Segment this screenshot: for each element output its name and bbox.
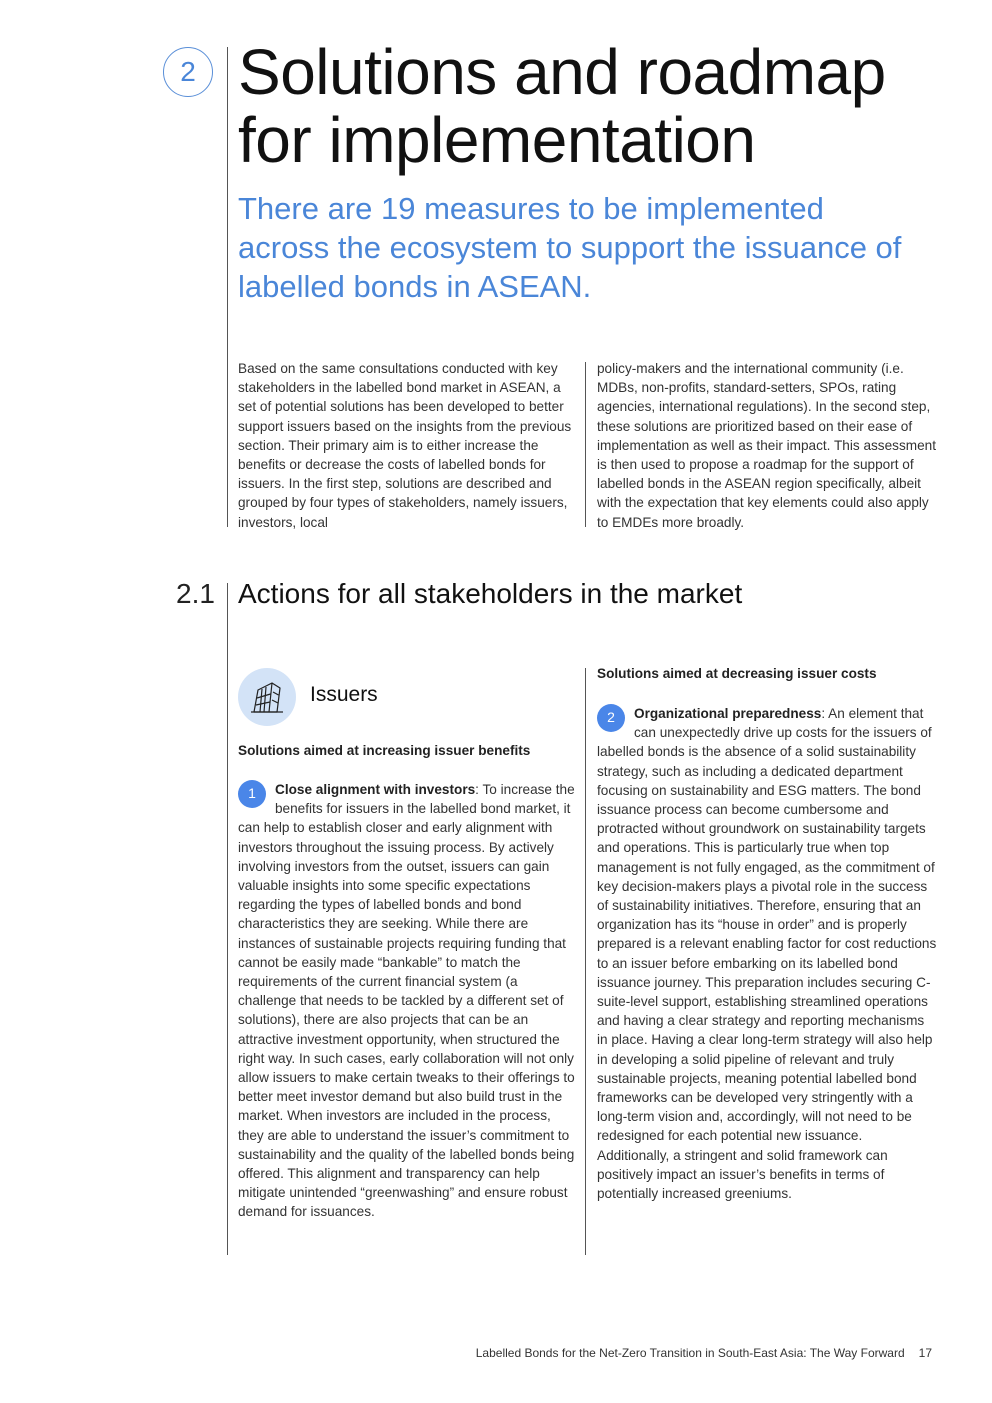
chapter-number-badge: 2 xyxy=(163,47,213,97)
chapter-divider-line xyxy=(227,47,228,527)
costs-heading: Solutions aimed at decreasing issuer costs xyxy=(597,666,877,681)
solution-text: : To increase the benefits for issuers in the labelled bond market, it can help to establish closer and early alignment with investors throughout the issuing process. By actively involving investors from the outset, issuers can gain valuable insights into some specific expectations regarding the types of labelled bonds and bond characteristics they are seeking. While there are instances of sustainable projects requiring funding that cannot be easily made “bankable” to match the requirements of the current financial system (a challenge that needs to be tackled by a different set of solutions), there are also projects that can be an attractive investment opportunity, when structured the right way. In such cases, early collaboration will not only allow issuers to make certain tweaks to their offerings to better meet investor demand but also build trust in the market. When investors are included in the process, they are able to understand the issuer’s commitment to sustainability and the quality of the labelled bonds being offered. This alignment and transparency can help mitigate unintended “greenwashing” and ensure robust demand for issuances. xyxy=(238,782,575,1220)
building-icon xyxy=(238,668,296,726)
solution-text: : An element that can unexpectedly drive up costs for the issuers of labelled bonds is the absence of a solid sustainability strategy, such as including a dedicated department focusing on sustainability and ESG matters. The bond issuance process can become cumbersome and protracted without groundwork on sustainability targets and operations. This is particularly true when top management is not fully engaged, as the commitment of key decision-makers plays a pivotal role in the success of sustainability initiatives. Therefore, ensuring that an organization has its “house in order” and is properly prepared is a relevant enabling factor for cost reductions to an issuer before embarking on its labelled bond issuance journey. This preparation includes securing C-suite-level support, establishing streamlined operations and having a clear strategy and reporting mechanisms in place. Having a clear long-term strategy will also help in developing a solid pipeline of relevant and truly sustainable projects, meaning potential labelled bond frameworks can be developed very stringently with a long-term vision and, accordingly, will not need to be redesigned for each potential new issuance. Additionally, a stringent and solid framework can positively impact an issuer’s benefits in terms of potentially increased greeniums. xyxy=(597,706,937,1202)
page-number: 17 xyxy=(918,1346,932,1360)
issuers-heading: Issuers xyxy=(310,683,378,706)
page-title: Solutions and roadmap for implementation xyxy=(238,36,886,176)
solution-number-badge: 1 xyxy=(238,780,266,808)
solution-lead: Close alignment with investors xyxy=(275,782,476,797)
page-footer xyxy=(476,1346,932,1360)
body-column-divider xyxy=(585,668,586,1255)
benefits-heading: Solutions aimed at increasing issuer benefits xyxy=(238,743,531,758)
solution-number-badge: 2 xyxy=(597,704,625,732)
solution-lead: Organizational preparedness xyxy=(634,706,822,721)
page-subtitle: There are 19 measures to be implemented across the ecosystem to support the issuance of labelled bonds in ASEAN. xyxy=(238,191,902,304)
footer-subtitle: The Way Forward xyxy=(806,1346,905,1360)
solution-item-1 xyxy=(238,780,578,1222)
footer-title: Labelled Bonds for the Net-Zero Transition in South-East Asia: xyxy=(475,1346,807,1360)
intro-column-2: policy-makers and the international community (i.e. MDBs, non-profits, standard-setters, SPOs, rating agencies, international regulations). In the second step, these solutions are prioritized based on their ease of implementation as well as their impact. This assessment is then used to propose a roadmap for the support of labelled bonds in the ASEAN region specifically, albeit with the expectation that key elements could also apply to EMDEs more broadly. xyxy=(597,361,936,530)
intro-column-divider xyxy=(585,362,586,527)
section-divider-line xyxy=(227,583,228,1255)
section-number: 2.1 xyxy=(176,578,215,609)
solution-item-2 xyxy=(597,704,937,1203)
section-title: Actions for all stakeholders in the market xyxy=(238,578,743,609)
intro-column-1: Based on the same consultations conducted with key stakeholders in the labelled bond market in ASEAN, a set of potential solutions has been developed to better support issuers based on the insights from the previous section. Their primary aim is to either increase the benefits or decrease the costs of labelled bonds for issuers. In the first step, solutions are described and grouped by four types of stakeholders, namely issuers, investors, local xyxy=(238,361,572,530)
